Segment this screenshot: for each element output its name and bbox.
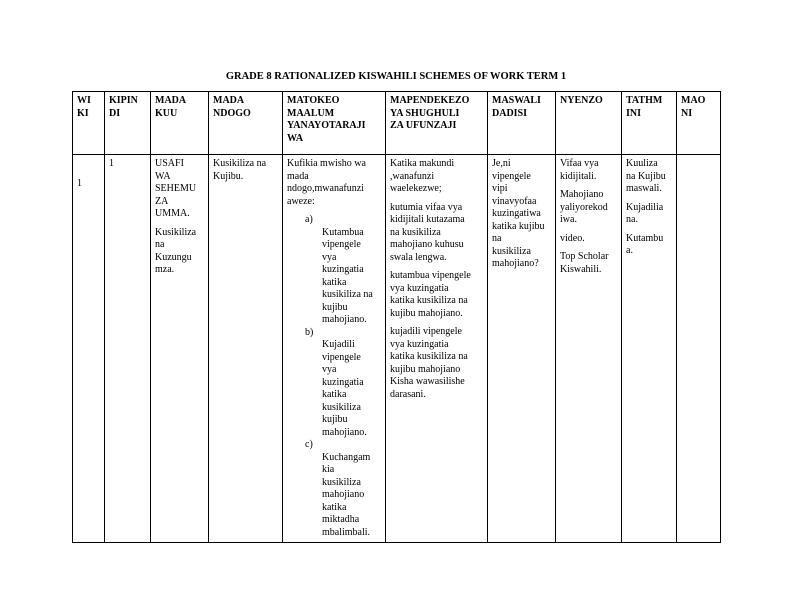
resource-item: Top Scholar Kiswahili. — [560, 251, 609, 275]
activity-paragraph: kujadili vipengele vya kuzingatia katika kusikiliza na kujibu mahojiano Kisha wawasilishe darasani. — [390, 326, 468, 400]
header-kipindi: KIPIN DI — [105, 92, 151, 155]
resource-item: Vifaa vya kidijitali. — [560, 158, 599, 182]
assessment-item: Kujadilia na. — [626, 201, 664, 225]
cell-mada-ndogo: Kusikiliza na Kujibu. — [209, 155, 283, 543]
header-maswali: MASWALI DADISI — [488, 92, 556, 155]
cell-tathmini — [622, 155, 677, 543]
header-mada-ndogo: MADA NDOGO — [209, 92, 283, 155]
list-item: a) Kutambua vipengele vya kuzingatia katika kusikiliza na kujibu mahojiano. — [305, 214, 373, 325]
mada-kuu-skill: Kusikiliza na Kuzungu mza. — [155, 226, 197, 275]
header-mada-kuu: MADA KUU — [151, 92, 209, 155]
objectives-list — [287, 214, 381, 539]
cell-maoni — [677, 155, 721, 543]
resource-item: Mahojiano yaliyorekod iwa. — [560, 189, 608, 225]
resource-item: video. — [560, 232, 585, 244]
scheme-of-work-table — [72, 91, 721, 543]
cell-matokeo — [283, 155, 386, 543]
list-item: c) Kuchangam kia kusikiliza mahojiano katika miktadha mbalimbali. — [305, 439, 371, 538]
assessment-item: Kuuliza na Kujibu maswali. — [626, 158, 666, 194]
header-nyenzo: NYENZO — [556, 92, 622, 155]
cell-nyenzo — [556, 155, 622, 543]
cell-wiki — [73, 155, 105, 543]
activity-paragraph: kutumia vifaa vya kidijitali kutazama na kusikiliza mahojiano kuhusu swala lengwa. — [390, 201, 465, 263]
header-wiki: WI KI — [73, 92, 105, 155]
header-mapendekezo: MAPENDEKEZO YA SHUGHULI ZA UFUNZAJI — [386, 92, 488, 155]
header-tathmini: TATHM INI — [622, 92, 677, 155]
header-row — [73, 92, 721, 155]
cell-mapendekezo — [386, 155, 488, 543]
activity-paragraph: kutambua vipengele vya kuzingatia katika kusikiliza na kujibu mahojiano. — [390, 270, 471, 319]
matokeo-intro: Kufikia mwisho wa mada ndogo,mwanafunzi aweze: — [287, 158, 366, 207]
mada-kuu-topic: USAFI WA SEHEMU ZA UMMA. — [155, 158, 197, 219]
assessment-item: Kutambu a. — [626, 232, 664, 256]
list-item: b) Kujadili vipengele vya kuzingatia katika kusikiliza kujibu mahojiano. — [305, 326, 367, 438]
activity-paragraph: Katika makundi ,wanafunzi waelekezwe; — [390, 158, 455, 194]
cell-maswali: Je,ni vipengele vipi vinavyofaa kuzingatiwa katika kujibu na kusikiliza mahojiano? — [488, 155, 556, 543]
page-title: GRADE 8 RATIONALIZED KISWAHILI SCHEMES OF WORK TERM 1 — [225, 71, 567, 82]
cell-kipindi: 1 — [105, 155, 151, 543]
wiki-number: 1 — [77, 178, 82, 189]
header-matokeo: MATOKEO MAALUM YANAYOTARAJI WA — [283, 92, 386, 155]
cell-mada-kuu — [151, 155, 209, 543]
table-row — [73, 155, 721, 543]
header-maoni: MAO NI — [677, 92, 721, 155]
